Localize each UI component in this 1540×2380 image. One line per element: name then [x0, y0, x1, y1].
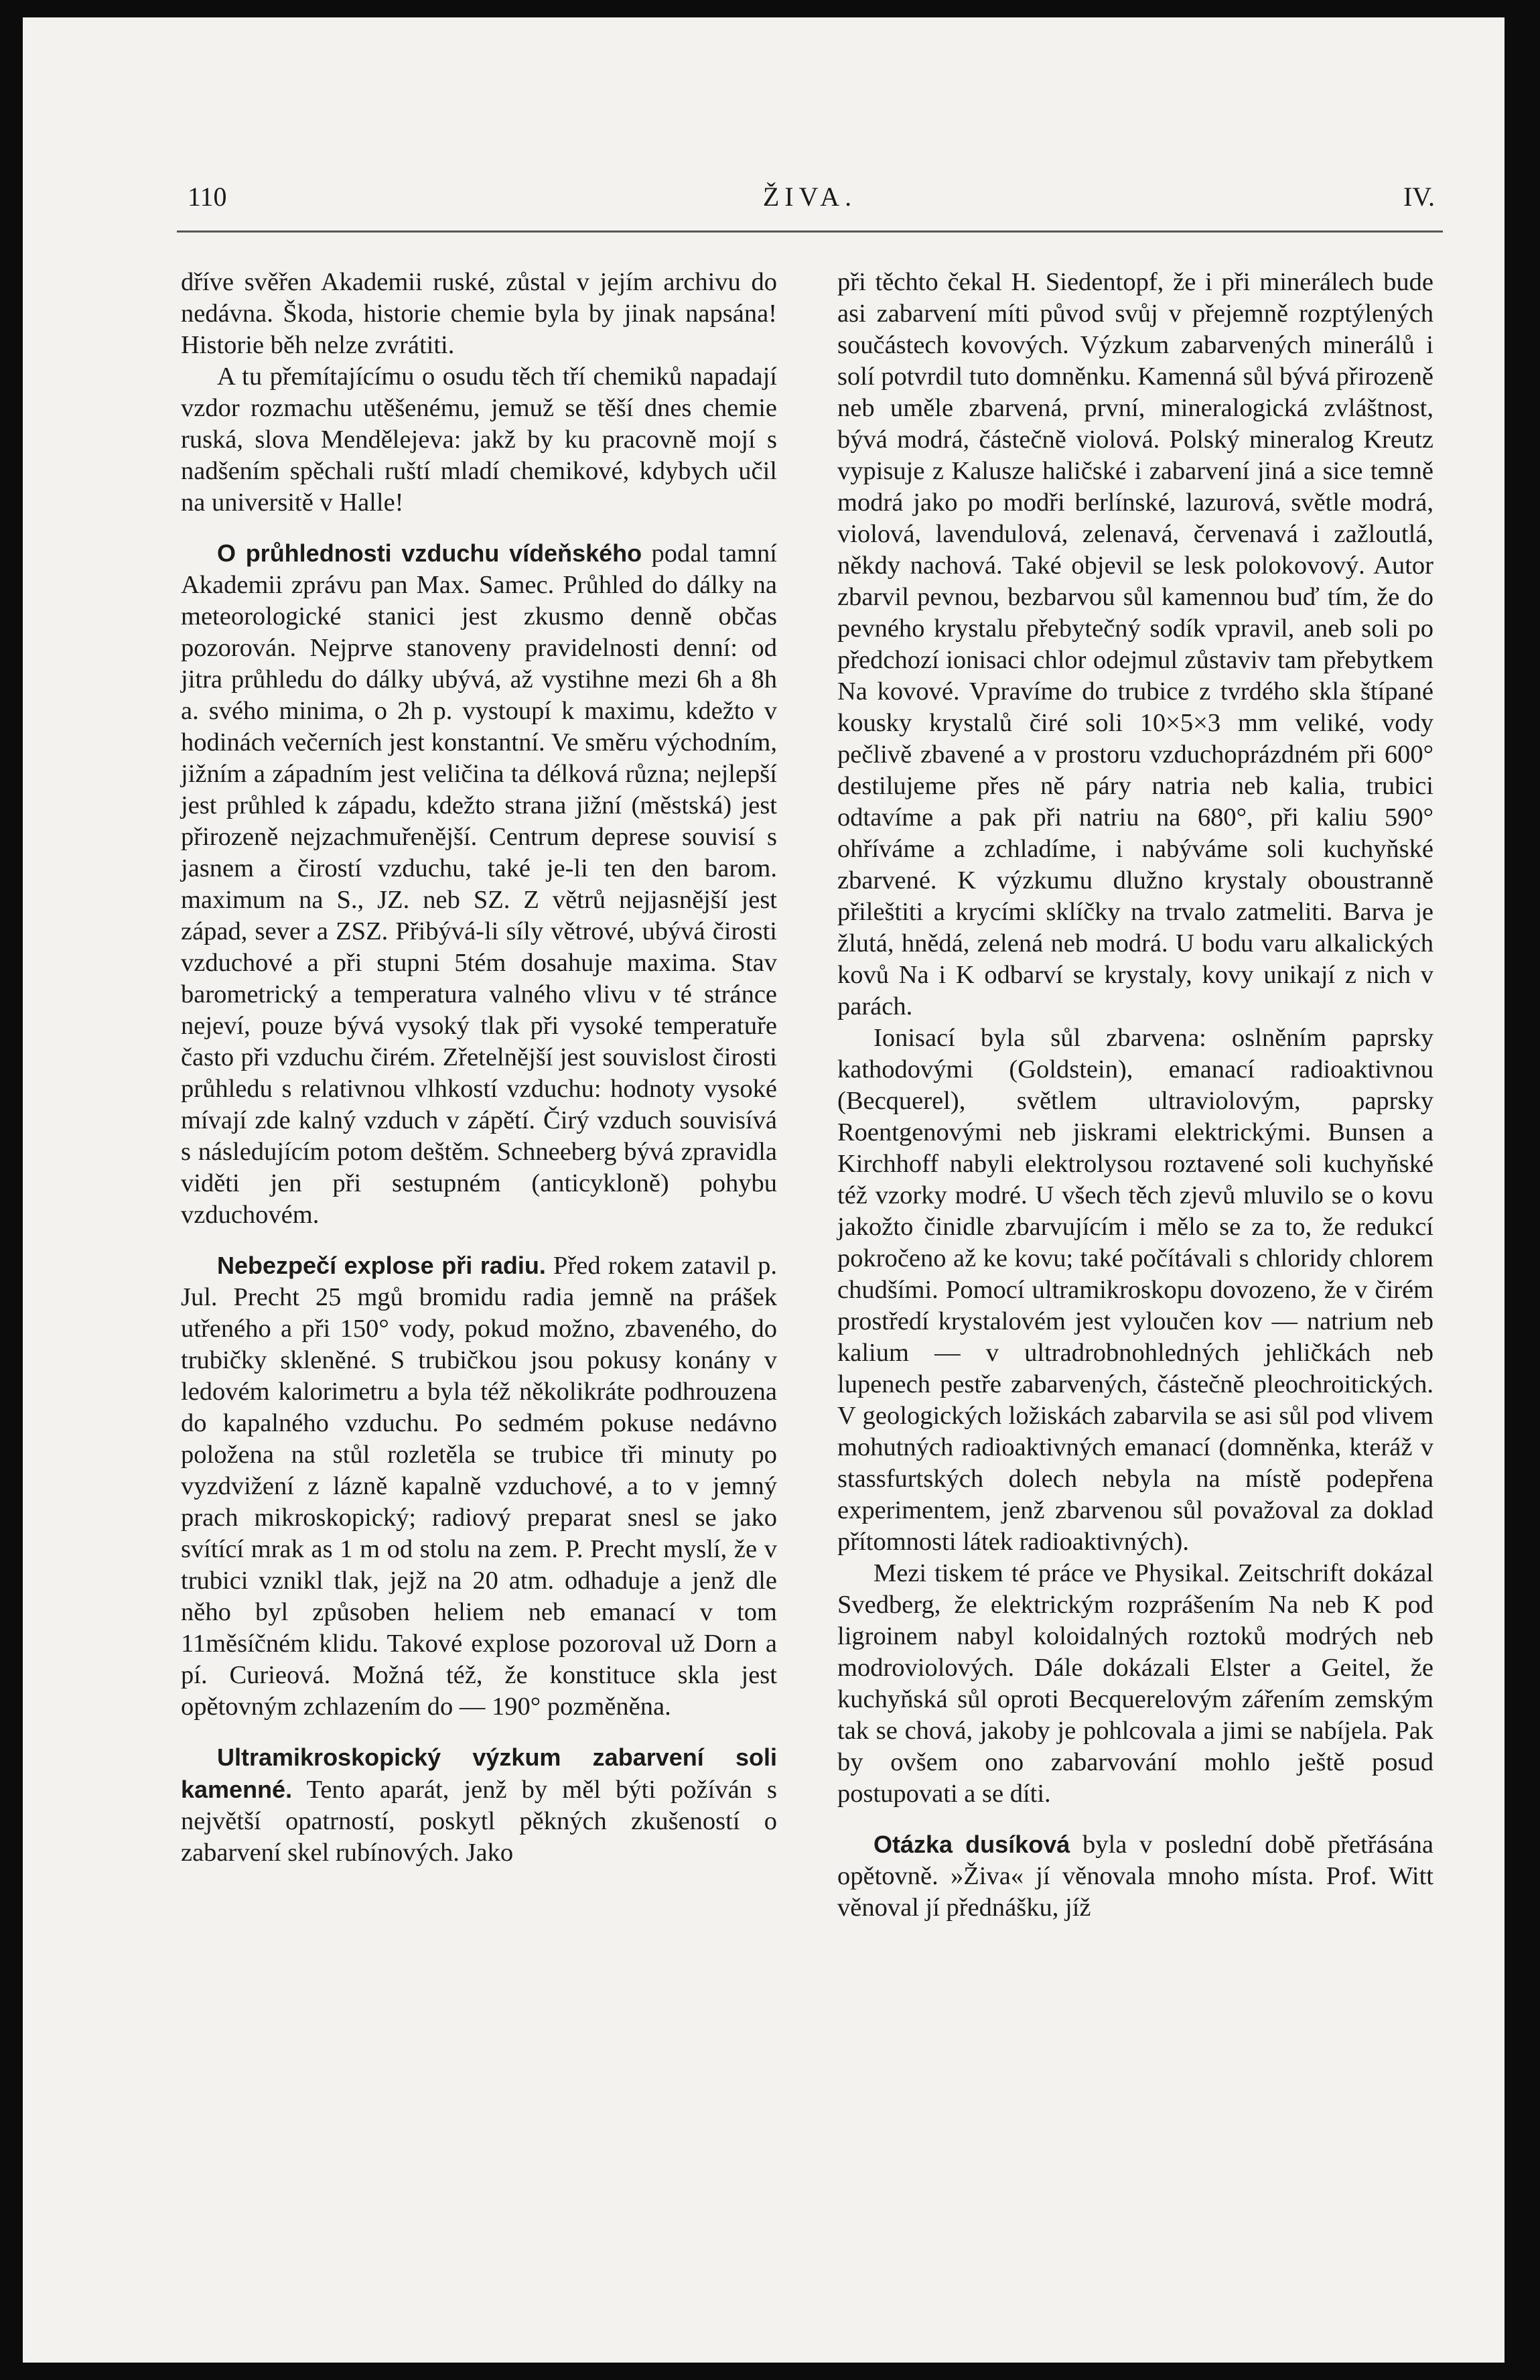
article-title: O průhlednosti vzduchu vídeňského — [217, 539, 642, 567]
scanned-page — [23, 17, 1504, 2363]
paragraph-ionisation: Ionisací byla sůl zbarvena: oslněním paprsky kathodovými (Goldstein), emanací radioaktivnou (Becquerel), světlem ultraviolovým, paprsky Roentgenovými neb jiskrami elektrickými. Bunsen a Kirchhoff nabyli elektrolysou roztavené soli kuchyňské též vzorky modré. U všech těch zjevů mluvilo se o kovu jakožto činidle zbarvujícím i mělo se za to, že redukcí pokročeno až ke kovu; také počítávali s chloridy chlorem chudšími. Pomocí ultramikroskopu dovozeno, že v čirém prostředí krystalovém jest vyloučen kov — natrium neb kalium — v ultradrobnohledných jehličkách neb lupenech pestře zabarvených, částečně pleochroitických. V geologických ložiskách zabarvila se asi sůl pod vlivem mohutných radioaktivných emanací (domněnka, kteráž v stassfurtských dolech nebyla na místě podepřena experimentem, jenž zbarvenou sůl považoval za doklad přítomnosti látek radioaktivných). — [837, 1024, 1433, 1556]
article-title: Ultramikroskopický výzkum zabarvení soli kamenné. — [181, 1743, 777, 1803]
volume-number: IV. — [1403, 182, 1435, 212]
right-column — [837, 267, 1433, 1924]
article-title: Otázka dusíková — [873, 1831, 1070, 1858]
article-air-transparency — [181, 537, 777, 1231]
page-number: 110 — [188, 182, 227, 212]
article-radium-explosion — [181, 1250, 777, 1723]
article-nitrogen — [837, 1829, 1433, 1924]
article-text: Tento aparát, jenž by měl býti požíván s největší opatrností, poskytl pěkných zkušeností o zabarvení skel rubínových. Jako — [181, 1776, 777, 1867]
page-header — [177, 177, 1443, 237]
header-rule — [177, 230, 1443, 233]
paragraph-svedberg: Mezi tiskem té práce ve Physikal. Zeitschrift dokázal Svedberg, že elektrickým rozprášením Na neb K pod ligroinem nabyl koloidalných roztoků modrých neb modroviolových. Dále dokázali Elster a Geitel, že kuchyňská sůl oproti Becquerelovým zářením zemským tak se chová, jakoby je pohlcovala a jimi se nabíjela. Pak by ovšem ono zabarvování mohlo ještě posud postupovati a se díti. — [837, 1559, 1433, 1808]
article-text: podal tamní Akademii zprávu pan Max. Samec. Průhled do dálky na meteorologické stanici jest zkusmo denně občas pozorován. Nejprve stanoveny pravidelnosti denní: od jitra průhledu do dálky ubývá, až vystihne mezi 6h a 8h a. svého minima, o 2h p. vystoupí k maximu, kdežto v hodinách večerních jest konstantní. Ve směru východním, jižním a západním jest veličina ta délková různa; nejlepší jest průhled k západu, kdežto strana jižní (městská) jest přirozeně nejzachmuřenější. Centrum deprese souvisí s jasnem a čirostí vzduchu, také je-li ten den barom. maximum na S., JZ. neb SZ. Z větrů nejjasnější jest západ, sever a ZSZ. Přibývá-li síly větrové, ubývá čirosti vzduchové a při stupni 5tém dosahuje maxima. Stav barometrický a temperatura valného vlivu v té stránce nejeví, pouze bývá vysoký tlak při vysoké temperatuře často při vzduchu čirém. Zřetelnější jest souvislost čirosti průhledu s relativnou vlhkostí vzduchu: hodnoty vysoké mívají zde kalný vzduch v zápětí. Čirý vzduch souvisívá s následujícím potom deštěm. Schneeberg bývá zpravidla viděti jen při sestupném (anticykloně) pohybu vzduchovém. — [181, 539, 777, 1229]
article-text: byla v poslední době přetřásána opětovně. »Živa« jí věnovala mnoho místa. Prof. Witt věnoval jí přednášku, jíž — [837, 1831, 1433, 1922]
paragraph-archive: dříve svěřen Akademii ruské, zůstal v jejím archivu do nedávna. Škoda, historie chemie byla by jinak napsána! Historie běh nelze zvrátiti. — [181, 268, 777, 359]
article-text: Před rokem zatavil p. Jul. Precht 25 mgů bromidu radia jemně na prášek utřeného a při 150° vody, pokud možno, zbaveného, do trubičky skleněné. S trubičkou jsou pokusy konány v ledovém kalorimetru a byla též několikráte podhrouzena do kapalného vzduchu. Po sedmém pokuse nedávno položena na stůl rozletěla se trubice tři minuty po vyzdvižení z lázně kapalně vzduchové, a to v jemný prach mikroskopický; radiový preparat snesl se jako svítící mrak as 1 m od stolu na zem. P. Precht myslí, že v trubici vznikl tlak, jejž na 20 atm. odhaduje a jenž dle něho byl způsoben heliem neb emanací v tom 11měsíčném klidu. Takové explose pozoroval už Dorn a pí. Curieová. Možná též, že konstituce skla jest opětovným zchlazením do — 190° pozměněna. — [181, 1252, 777, 1721]
article-title: Nebezpečí explose při radiu. — [217, 1252, 546, 1279]
left-column — [181, 267, 777, 1869]
journal-title: ŽIVA. — [762, 182, 857, 212]
article-ultramicroscopy — [181, 1741, 777, 1869]
paragraph-mendeleev: A tu přemítajícímu o osudu těch tří chemiků napadají vzdor rozmachu utěšenému, jemuž se těší dnes chemie ruská, slova Mendělejeva: jakž by ku pracovně mojí s nadšením spěchali ruští mladí chemikové, kdybych učil na universitě v Halle! — [181, 362, 777, 517]
paragraph-minerals: při těchto čekal H. Siedentopf, že i při minerálech bude asi zabarvení míti původ svůj v přejemně rozptýlených součástech kovových. Výzkum zabarvených minerálů i solí potvrdil tuto domněnku. Kamenná sůl bývá přirozeně neb uměle zbarvená, první, mineralogická zvláštnost, bývá modrá, částečně violová. Polský mineralog Kreutz vypisuje z Kalusze haličské i zabarvení jiná a sice temně modrá jako po modři berlínské, lazurová, světle modrá, violová, lavendulová, zelenavá, červenavá i zažloutlá, někdy nachová. Také objevil se lesk polokovový. Autor zbarvil pevnou, bezbarvou sůl kamennou buď tím, že do pevného krystalu přebytečný sodík vpravil, aneb soli po předchozí ionisaci chlor odejmul zůstaviv tam přebytkem Na kovové. Vpravíme do trubice z tvrdého skla štípané kousky krystalů čiré soli 10×5×3 mm veliké, vody pečlivě zbavené a v prostoru vzduchoprázdném při 600° destilujeme přes ně páry natria neb kalia, trubici odtavíme a pak při natriu na 680°, při kaliu 590° ohříváme a zchladíme, i nabýváme soli kuchyňské zbarvené. K výzkumu dlužno krystaly oboustranně přileštiti a krycími sklíčky na trvalo zatmeliti. Barva je žlutá, hnědá, zelená neb modrá. U bodu varu alkalických kovů Na i K odbarví se krystaly, kovy unikají z nich v parách. — [837, 268, 1433, 1020]
